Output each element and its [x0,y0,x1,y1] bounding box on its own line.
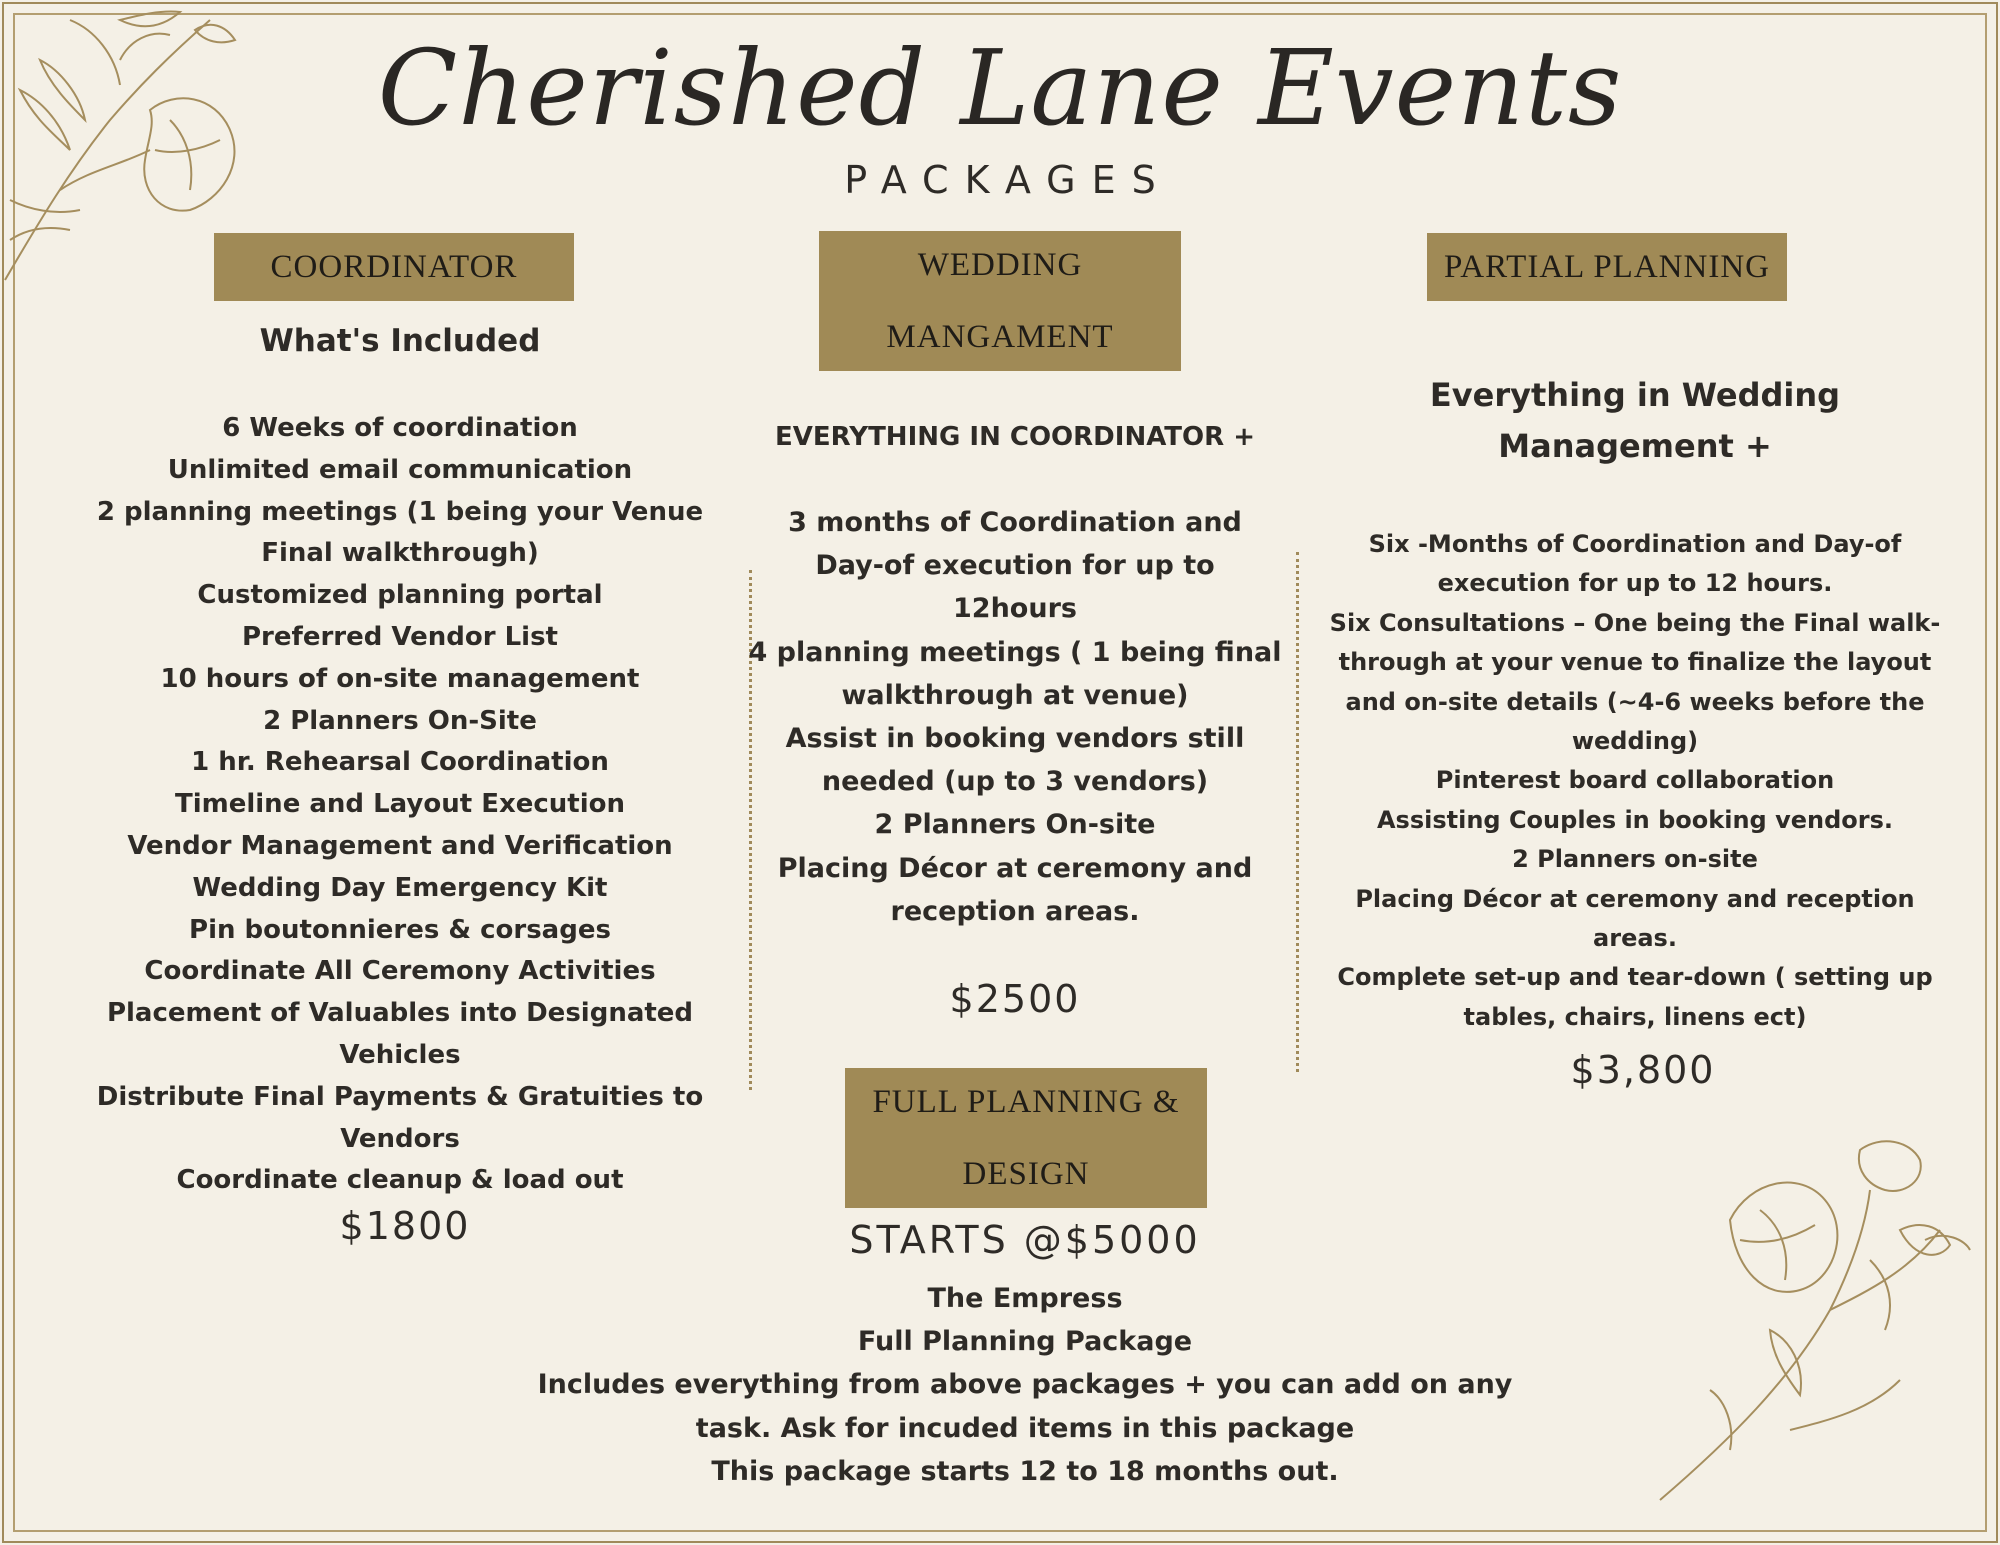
list-item: Includes everything from above packages + you can add on any [537,1369,1513,1401]
list-item: 10 hours of on-site management [160,663,640,694]
packages-subtitle: PACKAGES [844,158,1172,202]
list-item: Assist in booking vendors still [785,723,1245,755]
list-item: Unlimited email communication [167,454,633,485]
list-item: Vehicles [339,1039,461,1070]
partial-planning-price: $3,800 [1570,1048,1716,1092]
list-item: Final walkthrough) [261,538,539,569]
full-planning-price: STARTS @$5000 [849,1218,1201,1262]
list-item: 3 months of Coordination and [788,507,1242,538]
list-item: 12hours [953,593,1077,625]
partial-planning-heading [1300,370,1970,472]
list-item: 2 Planners on-site [1512,845,1758,874]
full-planning-label-box [845,1068,1207,1208]
list-item: Timeline and Layout Execution [174,789,626,820]
list-item: areas. [1593,924,1677,953]
list-item: execution for up to 12 hours. [1437,569,1833,598]
list-item: task. Ask for incuded items in this package [695,1412,1355,1444]
list-item: 1 hr. Rehearsal Coordination [191,747,609,778]
coordinator-label-box [214,233,574,301]
list-item: through at your venue to finalize the layout [1338,648,1932,677]
brand-title: Cherished Lane Events [377,27,1623,149]
list-item: needed (up to 3 vendors) [821,766,1209,798]
list-item: wedding) [1571,727,1699,756]
list-item: reception areas. [890,895,1140,927]
wedding-management-list [740,501,1290,933]
list-item: Six Consultations – One being the Final walk- [1329,608,1941,637]
list-item: Placing Décor at ceremony and reception [1355,884,1915,913]
list-item: Coordinate cleanup & load out [176,1165,624,1196]
list-item: Six -Months of Coordination and Day-of [1368,530,1902,558]
list-item: 2 planning meetings (1 being your Venue [96,496,704,527]
wedding-management-heading: EVERYTHING IN COORDINATOR + [775,422,1255,452]
list-item: tables, chairs, linens ect) [1463,1002,1807,1031]
partial-planning-label-box [1427,233,1787,301]
list-item: Wedding Day Emergency Kit [192,872,608,903]
list-item: This package starts 12 to 18 months out. [711,1455,1339,1487]
list-item: Assisting Couples in booking vendors. [1376,805,1894,834]
partial-planning-list [1300,525,1970,1037]
list-item: walkthrough at venue) [841,679,1189,711]
list-item: Customized planning portal [197,580,603,611]
full-planning-list [460,1277,1590,1493]
dotted-divider-right [1296,552,1299,1072]
coordinator-list [80,408,720,1202]
partial-planning-label: PARTIAL PLANNING [1443,248,1770,285]
coordinator-heading: What's Included [259,323,541,359]
coordinator-price: $1800 [339,1204,471,1248]
wedding-management-price: $2500 [949,977,1081,1021]
list-item: The Empress [927,1283,1123,1314]
wedding-management-label-line1: WEDDING [917,247,1083,283]
list-item: 4 planning meetings ( 1 being final [748,636,1282,668]
list-item: and on-site details (~4-6 weeks before the [1345,687,1925,716]
list-item: Complete set-up and tear-down ( setting up [1337,963,1933,992]
wedding-management-label-box [819,231,1181,371]
list-item: Placement of Valuables into Designated [106,998,694,1029]
floral-bottom-right-icon [1640,1130,1980,1510]
partial-planning-heading-line2: Management + [1498,427,1772,465]
partial-planning-heading-line1: Everything in Wedding [1429,376,1841,414]
list-item: Coordinate All Ceremony Activities [144,956,656,987]
list-item: Placing Décor at ceremony and [777,852,1253,884]
list-item: Day-of execution for up to [815,550,1215,582]
list-item: Preferred Vendor List [242,621,558,652]
coordinator-label: COORDINATOR [270,248,518,285]
list-item: Pinterest board collaboration [1435,766,1835,795]
full-planning-label-line2: DESIGN [962,1156,1090,1192]
full-planning-label-line1: FULL PLANNING & [872,1084,1180,1120]
list-item: Vendor Management and Verification [127,830,673,861]
list-item: 2 Planners On-site [874,809,1156,841]
list-item: Full Planning Package [857,1326,1193,1358]
wedding-management-label-line2: MANGAMENT [886,319,1114,355]
list-item: Vendors [340,1123,460,1154]
list-item: Distribute Final Payments & Gratuities to [96,1081,704,1112]
list-item: 6 Weeks of coordination [222,413,578,443]
list-item: 2 Planners On-Site [263,705,537,736]
list-item: Pin boutonnieres & corsages [189,914,611,945]
